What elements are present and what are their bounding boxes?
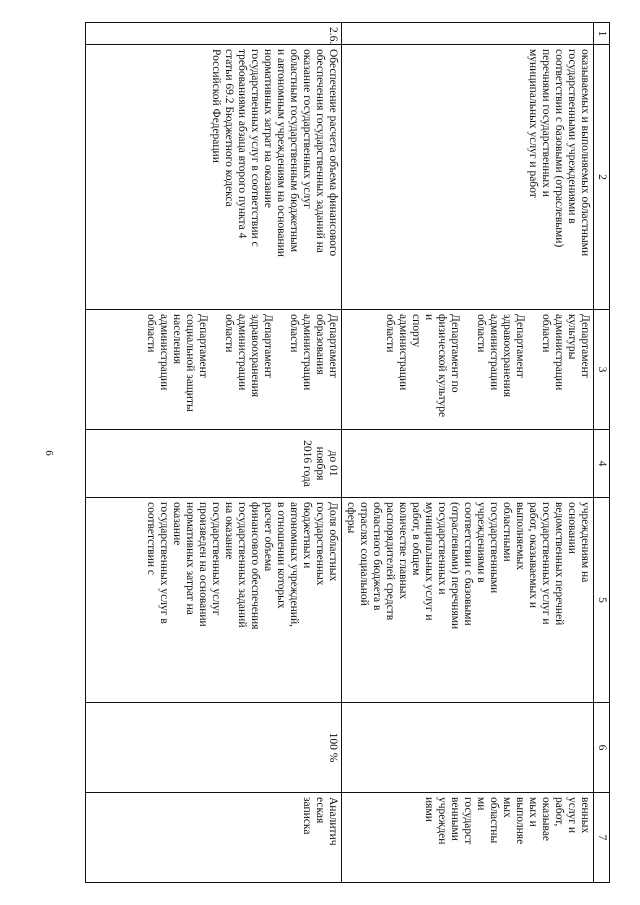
table-row: [86, 23, 342, 883]
measures-table: [85, 22, 610, 883]
result-text: венных услуг и работ, оказывае мых и выполняе мых областны ми государст венными учрежден иями: [342, 793, 594, 883]
header-cell-2: 2: [594, 45, 610, 310]
row-number: 2.6.: [86, 23, 342, 45]
header-cell-1: 1: [594, 23, 610, 45]
executor-text: Департамент культуры администрации области Департамент здравоохранения администрации области Департамент по физической культуре и спорту администрации области: [342, 310, 594, 430]
table-row: [342, 23, 594, 883]
deadline-text: [342, 430, 594, 498]
value-text: 100 %: [86, 703, 342, 793]
measure-text: Обеспечение расчета объема финансового обеспечения государственных заданий на оказание государственных услуг областным государственным бюджетным и автономным учреждениям на основании нормативных затрат на оказание государственных услуг в соответствии с требованиями абзаца второго пункта 4 статьи 69.2 Бюджетного кодекса Российской Федерации: [86, 45, 342, 310]
value-text: [342, 703, 594, 793]
header-cell-6: 6: [594, 703, 610, 793]
header-cell-7: 7: [594, 793, 610, 883]
deadline-text: до 01 ноября 2016 года: [86, 430, 342, 498]
header-cell-5: 5: [594, 498, 610, 703]
page-number: 6: [43, 450, 55, 456]
measure-text: оказываемых и выполняемых областными государственными учреждениями в соответствии с базовыми (отраслевыми) перечнями государственных и муниципальных услуг и работ: [342, 45, 594, 310]
header-cell-3: 3: [594, 310, 610, 430]
row-number: [342, 23, 594, 45]
rotated-table-container: [85, 22, 610, 882]
header-cell-4: 4: [594, 430, 610, 498]
executor-text: Департамент образования администрации области Департамент здравоохранения администрации области Департамент социальной защиты населения администрации области: [86, 310, 342, 430]
indicator-text: учреждениям на основании ведомственных перечней государственных услуг и работ, оказываемых и выполняемых областными государственными учреждениями в соответствии с базовыми (отраслевыми) перечнями государственных и муниципальных услуг и работ, в общем количестве главных распорядителей средств областного бюджета в отраслях социальной сферы: [342, 498, 594, 703]
result-text: Аналитич еская записка: [86, 793, 342, 883]
indicator-text: Доля областных государственных бюджетных и автономных учреждений, в отношении которых расчет объема финансового обеспечения государственных заданий на оказание государственных услуг произведен на основании нормативных затрат на оказание государственных услуг в соответствии с: [86, 498, 342, 703]
header-row: [594, 23, 610, 883]
